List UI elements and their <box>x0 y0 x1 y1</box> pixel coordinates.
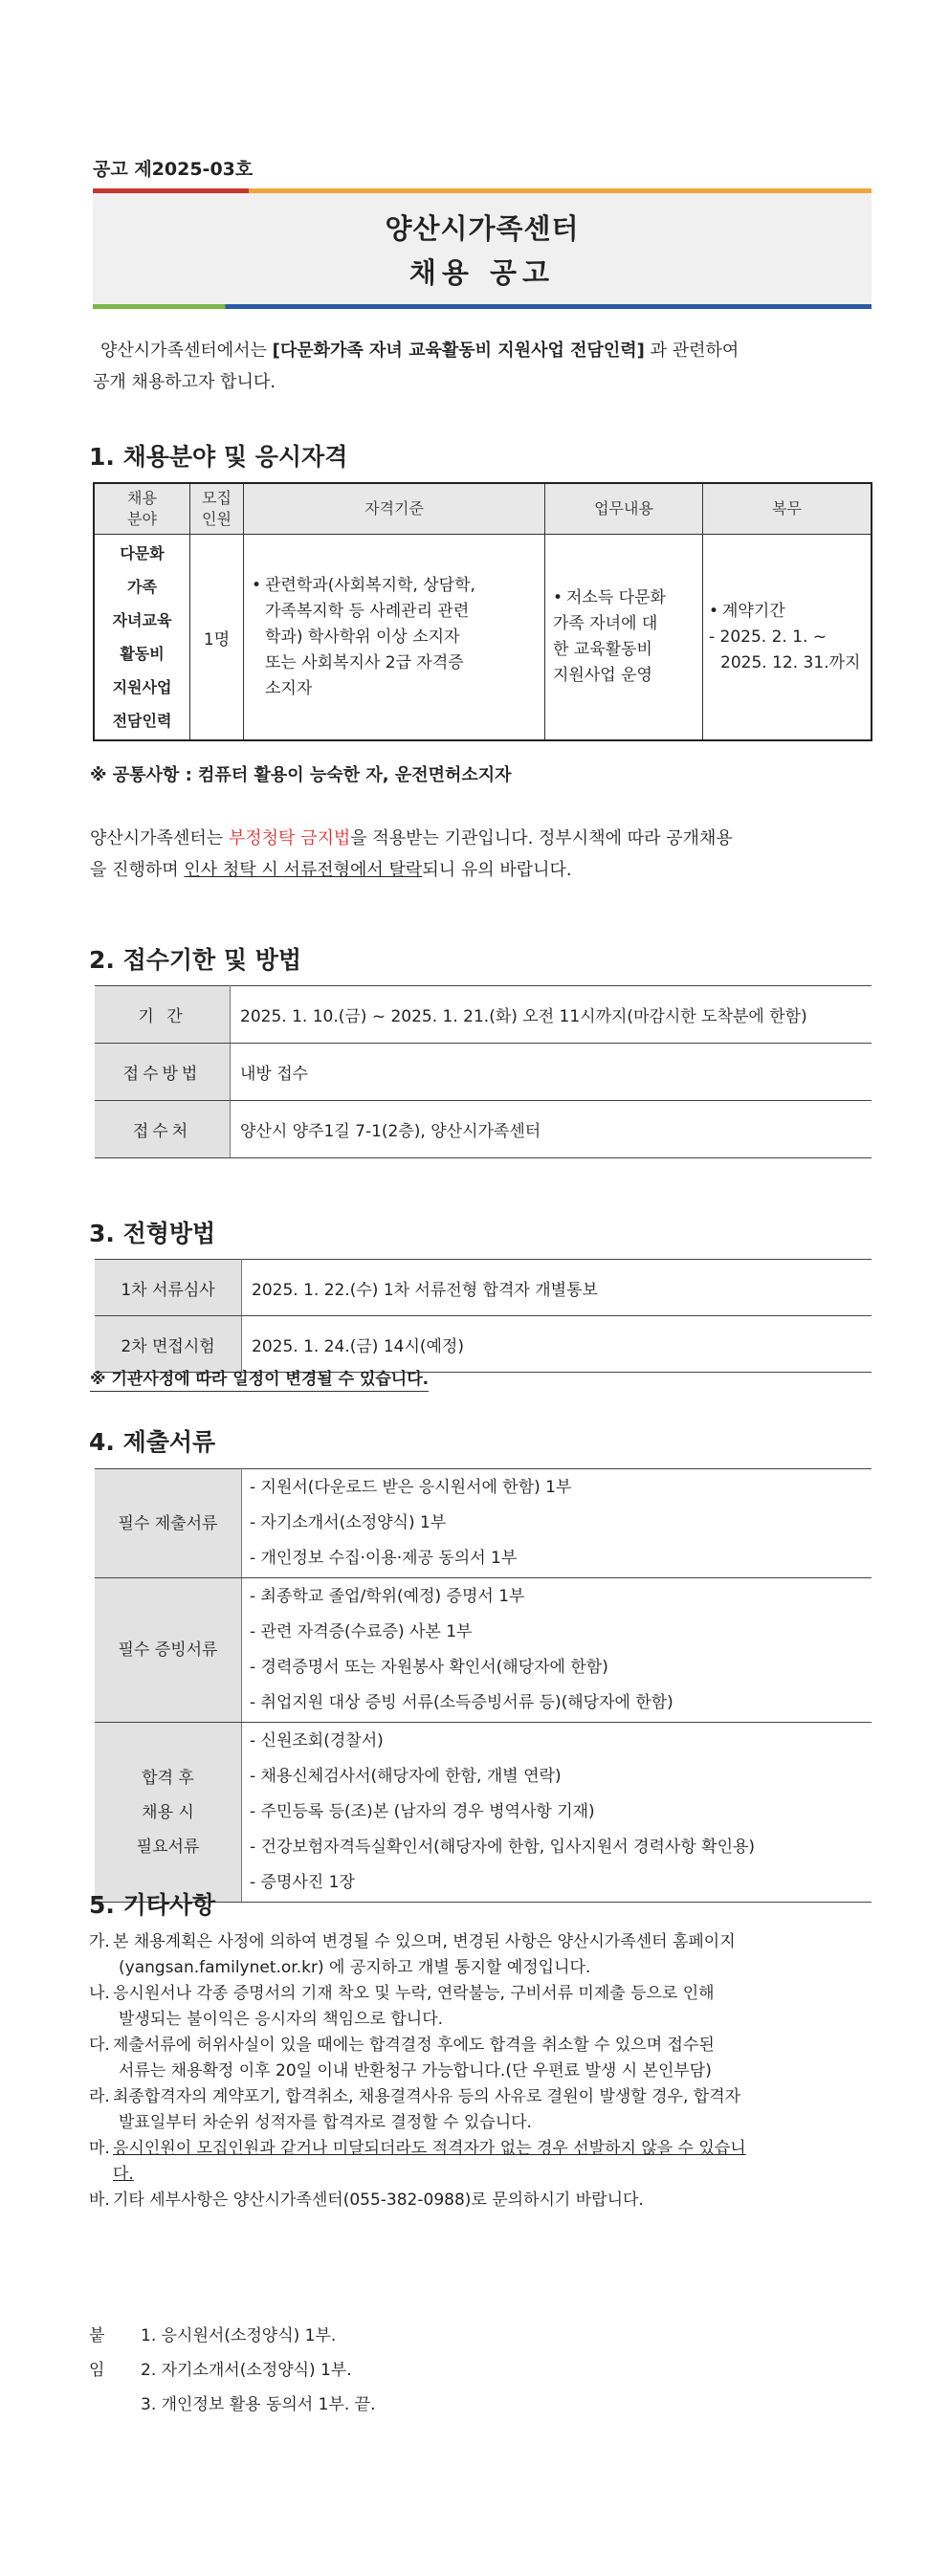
attachment-item: 2. 자기소개서(소정양식) 1부. <box>141 2361 352 2380</box>
documents-table <box>95 1468 872 1903</box>
solicitation-warning: 인사 청탁 시 서류전형에서 탈락 <box>184 860 423 880</box>
list-item: 마. 응시인원이 모집인원과 같거나 미달되더라도 적격자가 없는 경우 선발하지 않을 수 있습니 다. <box>89 2139 746 2184</box>
section-3-heading: 3. 전형방법 <box>89 1220 216 1247</box>
title-bottom-bar <box>93 304 872 309</box>
intro-paragraph: 양산시가족센터에서는 [다문화가족 자녀 교육활동비 지원사업 전담인력] 과 관련하여 공개 채용하고자 합니다. <box>93 341 739 392</box>
section-2-heading: 2. 접수기한 및 방법 <box>89 946 302 974</box>
table-row: 1차 서류심사 2025. 1. 22.(수) 1차 서류전형 합격자 개별통보 <box>95 1260 872 1316</box>
table-row: 접수처 양산시 양주1길 7-1(2층), 양산시가족센터 <box>95 1101 872 1158</box>
criteria-cell: • 관련학과(사회복지학, 상담학, 가족복지학 등 사례관리 관련 학과) 학사학위 이상 소지자 또는 사회복지사 2급 자격증 소지자 <box>244 535 545 741</box>
list-item: 가. 본 채용계획은 사정에 의하여 변경될 수 있으며, 변경된 사항은 양산시가족센터 홈페이지 (yangsan.familynet.or.kr) 에 공지하고 개별 통지할 예정입니다. <box>89 1932 736 1977</box>
title-banner <box>93 188 872 309</box>
col-field: 채용분야 <box>94 483 190 535</box>
list-item: 나. 응시원서나 각종 증명서의 기재 착오 및 누락, 연락불능, 구비서류 미제출 등으로 인해 발생되는 불이익은 응시자의 책임으로 합니다. <box>89 1984 715 2029</box>
task-cell: • 저소득 다문화 가족 자녀에 대 한 교육활동비 지원사업 운영 <box>545 535 703 741</box>
common-note: ※ 공통사항 : 컴퓨터 활용이 능숙한 자, 운전면허소지자 <box>90 765 512 785</box>
table-row: 필수 증빙서류 - 최종학교 졸업/학위(예정) 증명서 1부 - 관련 자격증(수료증) 사본 1부 - 경력증명서 또는 자원봉사 확인서(해당자에 한함) - 취업지원 대상 증빙 서류(소득증빙서류 등)(해당자에 한함) <box>95 1578 872 1723</box>
table-row: 2차 면접시험 2025. 1. 24.(금) 14시(예정) <box>95 1316 872 1373</box>
attachment-item: 1. 응시원서(소정양식) 1부. <box>141 2326 337 2345</box>
policy-paragraph: 양산시가족센터는 부정청탁 금지법을 적용받는 기관입니다. 정부시책에 따라 공개채용 을 진행하며 인사 청탁 시 서류전형에서 탈락되니 유의 바랍니다. <box>90 828 733 880</box>
col-task: 업무내용 <box>545 483 703 535</box>
list-item: 라. 최종합격자의 계약포기, 합격취소, 채용결격사유 등의 사유로 결원이 발생할 경우, 합격자 발표일부터 차순위 성적자를 합격자로 결정할 수 있습니다. <box>89 2087 741 2132</box>
title-top-bar <box>93 188 872 193</box>
section-1-heading: 1. 채용분야 및 응시자격 <box>89 443 348 471</box>
intro-job-title: [다문화가족 자녀 교육활동비 지원사업 전담인력] <box>272 341 645 361</box>
other-notes <box>89 1929 873 2213</box>
table-row: 기 간 2025. 1. 10.(금) ~ 2025. 1. 21.(화) 오전 11시까지(마감시한 도착분에 한함) <box>95 986 872 1044</box>
section-5-heading: 5. 기타사항 <box>89 1891 216 1919</box>
notice-number: 공고 제2025-03호 <box>93 159 254 180</box>
field-cell: 다문화 가족 자녀교육 활동비 지원사업 전담인력 <box>94 535 190 741</box>
service-cell: • 계약기간 - 2025. 2. 1. ~ 2025. 12. 31.까지 <box>703 535 872 741</box>
col-count: 모집인원 <box>190 483 244 535</box>
list-item: 바. 기타 세부사항은 양산시가족센터(055-382-0988)로 문의하시기 바랍니다. <box>89 2191 644 2210</box>
anti-graft-law: 부정청탁 금지법 <box>228 828 351 848</box>
list-item: 다. 제출서류에 허위사실이 있을 때에는 합격결정 후에도 합격을 취소할 수 있으며 접수된 서류는 채용확정 이후 20일 이내 반환청구 가능합니다.(단 우편료 발생 시 본인부담) <box>89 2036 715 2081</box>
page: 공고 제2025-03호 양산시가족센터 채용 공고 양산시가족센터에서는 [다문화가족 자녀 교육활동비 지원사업 전담인력] 과 관련하여 공개 채용하고자 합니다. 1. 채용분야 및 응시자격 채용분야 모집인원 자격기준 업무내용 복무 다문화 가족 자녀교육 활동비 지원사업 전담인력 1명 • 관련학과(사회복지학, 상담학, 가족복지학 등 사례관리 관련 학과) 학사학위 이상 소지자 또는 사회복지사 2급 자격증 소지자 • 저소득 다문화 가족 자녀에 대 한 교육활동비 지원사업 운영 • 계약기간 - 2025. 2. 1. ~ 2025. 12. 31.까지 ※ 공통사항 : 컴퓨터 활용이 능숙한 자, 운전면허소지자 양산시가족센터는 부정청탁 금지법을 적용받는 기관입니다. 정부시책에 따라 공개채용 을 진행하며 인사 청탁 시 서류전형에서 탈락되니 유의 바랍니다. 2. 접수기한 및 방법 기 간 2025. 1. 10.(금) ~ 2025. 1. 21.(화) 오전 11시까지(마감시한 도착분에 한함) 접수방법 내방 접수 접수처 양산시 양주1길 7-1(2층), 양산시가족센터 3. 전형방법 1차 서류심사 2025. 1. 22.(수) 1차 서류전형 합격자 개별통보 2차 면접시험 2025. 1. 24.(금) 14시(예정) ※ 기관사정에 따라 일정이 변경될 수 있습니다. 4. 제출서류 필수 제출서류 - 지원서(다운로드 받은 응시원서에 한함) 1부 - 자기소개서(소정양식) 1부 - 개인정보 수집·이용·제공 동의서 1부 필수 증빙서류 - 최종학교 졸업/학위(예정) 증명서 1부 - 관련 자격증(수료증) 사본 1부 - 경력증명서 또는 자원봉사 확인서(해당자에 한함) - 취업지원 대상 증빙 서류(소득증빙서류 등)(해당자에 한함) 합격 후 채용 시 필요서류 - 신원조회(경찰서) - 채용신체검사서(해당자에 한함, 개별 연락) - 주민등록 등(조)본 (남자의 경우 병역사항 기재) - 건강보험자격득실확인서(해당자에 한함, 입사지원서 경력사항 확인용) - 증명사진 1장 5. 기타사항 가. 본 채용계획은 사정에 의하여 변경될 수 있으며, 변경된 사항은 양산시가족센터 홈페이지 (yangsan.familynet.or.kr) 에 공지하고 개별 통지할 예정입니다. 나. 응시원서나 각종 증명서의 기재 착오 및 누락, 연락불능, 구비서류 미제출 등으로 인해 발생되는 불이익은 응시자의 책임으로 합니다. 다. 제출서류에 허위사실이 있을 때에는 합격결정 후에도 합격을 취소할 수 있으며 접수된 서류는 채용확정 이후 20일 이내 반환청구 가능합니다.(단 우편료 발생 시 본인부담) 라. 최종합격자의 계약포기, 합격취소, 채용결격사유 등의 사유로 결원이 발생할 경우, 합격자 발표일부터 차순위 성적자를 합격자로 결정할 수 있습니다. 마. 응시인원이 모집인원과 같거나 미달되더라도 적격자가 없는 경우 선발하지 않을 수 있습니 다. 바. 기타 세부사항은 양산시가족센터(055-382-0988)로 문의하시기 바랍니다. 붙임 1. 응시원서(소정양식) 1부. 2. 자기소개서(소정양식) 1부. 3. 개인정보 활용 동의서 1부. 끝. <box>0 0 949 2576</box>
schedule-note: ※ 기관사정에 따라 일정이 변경될 수 있습니다. <box>90 1365 429 1392</box>
table-row: 필수 제출서류 - 지원서(다운로드 받은 응시원서에 한함) 1부 - 자기소개서(소정양식) 1부 - 개인정보 수집·이용·제공 동의서 1부 <box>95 1469 872 1578</box>
col-criteria: 자격기준 <box>244 483 545 535</box>
page-subtitle: 채용 공고 <box>408 256 556 289</box>
col-service: 복무 <box>703 483 872 535</box>
table-row: 접수방법 내방 접수 <box>95 1044 872 1101</box>
page-title: 양산시가족센터 <box>385 212 580 245</box>
table-row <box>94 535 872 741</box>
application-table <box>95 985 872 1158</box>
selection-table <box>95 1259 872 1373</box>
recruitment-table <box>93 482 872 741</box>
count-cell: 1명 <box>190 535 244 741</box>
table-row: 합격 후 채용 시 필요서류 - 신원조회(경찰서) - 채용신체검사서(해당자에 한함, 개별 연락) - 주민등록 등(조)본 (남자의 경우 병역사항 기재) - 건강보험자격득실확인서(해당자에 한함, 입사지원서 경력사항 확인용) - 증명사진 1장 <box>95 1723 872 1903</box>
section-4-heading: 4. 제출서류 <box>89 1428 216 1456</box>
attachment-item: 3. 개인정보 활용 동의서 1부. 끝. <box>141 2395 376 2414</box>
